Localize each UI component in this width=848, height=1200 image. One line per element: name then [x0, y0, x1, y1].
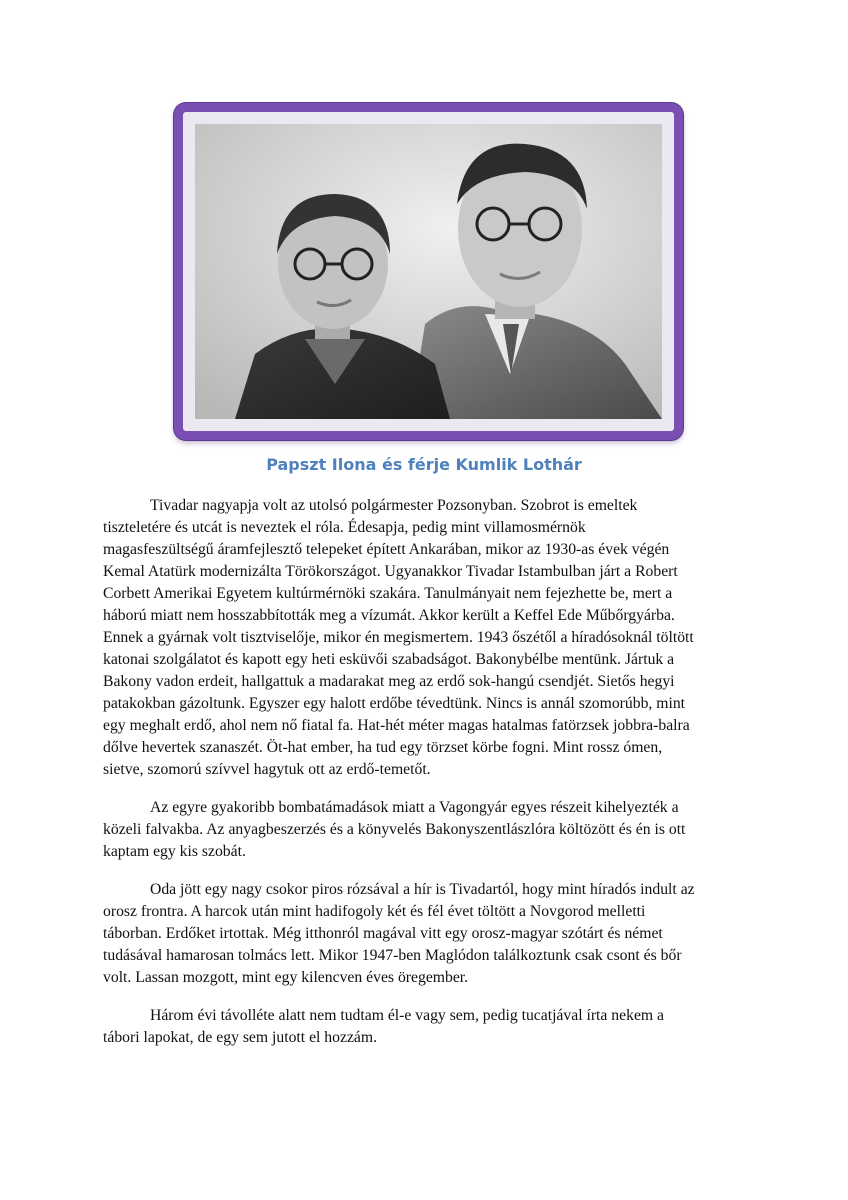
- couple-photo: [195, 124, 662, 419]
- text-line: Ennek a gyárnak volt tisztviselője, mikor én megismertem. 1943 őszétől a híradósoknál töltött: [103, 629, 694, 646]
- article-body: [103, 495, 743, 1065]
- text-line: dőlve hevertek szanaszét. Öt-hat ember, ha tud egy törzset körbe fogni. Mint rossz ómen,: [103, 739, 663, 756]
- text-line: egy meghalt erdő, ahol nem nő fiatal fa. Hat-hét méter magas hatalmas fatörzsek jobbra-balra: [103, 717, 690, 734]
- text-line: Bakony vadon erdeit, hallgattuk a madarakat meg az erdő sok-hangú csendjét. Sietős hegyi: [103, 673, 675, 690]
- text-line: volt. Lassan mozgott, mint egy kilencven éves öregember.: [103, 969, 469, 986]
- paragraph-2: [103, 797, 743, 863]
- photo-frame: [174, 103, 683, 440]
- paragraph-4: [103, 1005, 743, 1049]
- text-line: tábori lapokat, de egy sem jutott el hozzám.: [103, 1029, 378, 1046]
- text-line: magasfeszültségű áramfejlesztő telepeket épített Ankarában, mikor az 1930-as évek végén: [103, 541, 670, 558]
- text-line: Corbett Amerikai Egyetem kultúrmérnöki szakára. Tanulmányait nem fejezhette be, mert a: [103, 585, 673, 602]
- text-line: patakokban gázoltunk. Egyszer egy halott erdőbe tévedtünk. Nincs is annál szomorúbb, mint: [103, 695, 686, 712]
- text-line: Oda jött egy nagy csokor piros rózsával a hír is Tivadartól, hogy mint híradós indult az: [150, 881, 695, 898]
- text-line: Tivadar nagyapja volt az utolsó polgármester Pozsonyban. Szobrot is emeltek: [150, 497, 638, 514]
- text-line: sietve, szomorú szívvel hagytuk ott az erdő-temetőt.: [103, 761, 431, 778]
- text-line: orosz frontra. A harcok után mint hadifogoly két és fél évet töltött a Novgorod melletti: [103, 903, 646, 920]
- text-line: Kemal Atatürk modernizálta Törökországot. Ugyanakkor Tivadar Istambulban járt a Robert: [103, 563, 678, 580]
- text-line: háború miatt nem hosszabbították meg a vízumát. Akkor került a Keffel Ede Műbőrgyárba.: [103, 607, 675, 624]
- couple-photo-illustration: [195, 124, 662, 419]
- text-line: katonai szolgálatot és kapott egy heti esküvői szabadságot. Bakonybélbe mentünk. Jártuk a: [103, 651, 675, 668]
- text-line: tiszteletére és utcát is neveztek el róla. Édesapja, pedig mint villamosmérnök: [103, 519, 586, 536]
- text-line: kaptam egy kis szobát.: [103, 843, 246, 860]
- text-line: Három évi távolléte alatt nem tudtam él-e vagy sem, pedig tucatjával írta nekem a: [150, 1007, 665, 1024]
- paragraph-1: [103, 495, 743, 781]
- photo-caption: Papszt Ilona és férje Kumlik Lothár: [266, 455, 582, 474]
- paragraph-3: [103, 879, 743, 989]
- text-line: közeli falvakba. Az anyagbeszerzés és a könyvelés Bakonyszentlászlóra költözött és én is ott: [103, 821, 686, 838]
- text-line: Az egyre gyakoribb bombatámadások miatt a Vagongyár egyes részeit kihelyezték a: [150, 799, 679, 816]
- text-line: tudásával hamarosan tolmács lett. Mikor 1947-ben Maglódon találkoztunk csak csont és bőr: [103, 947, 682, 964]
- text-line: táborban. Erdőket irtottak. Még itthonról magával vitt egy orosz-magyar szótárt és német: [103, 925, 663, 942]
